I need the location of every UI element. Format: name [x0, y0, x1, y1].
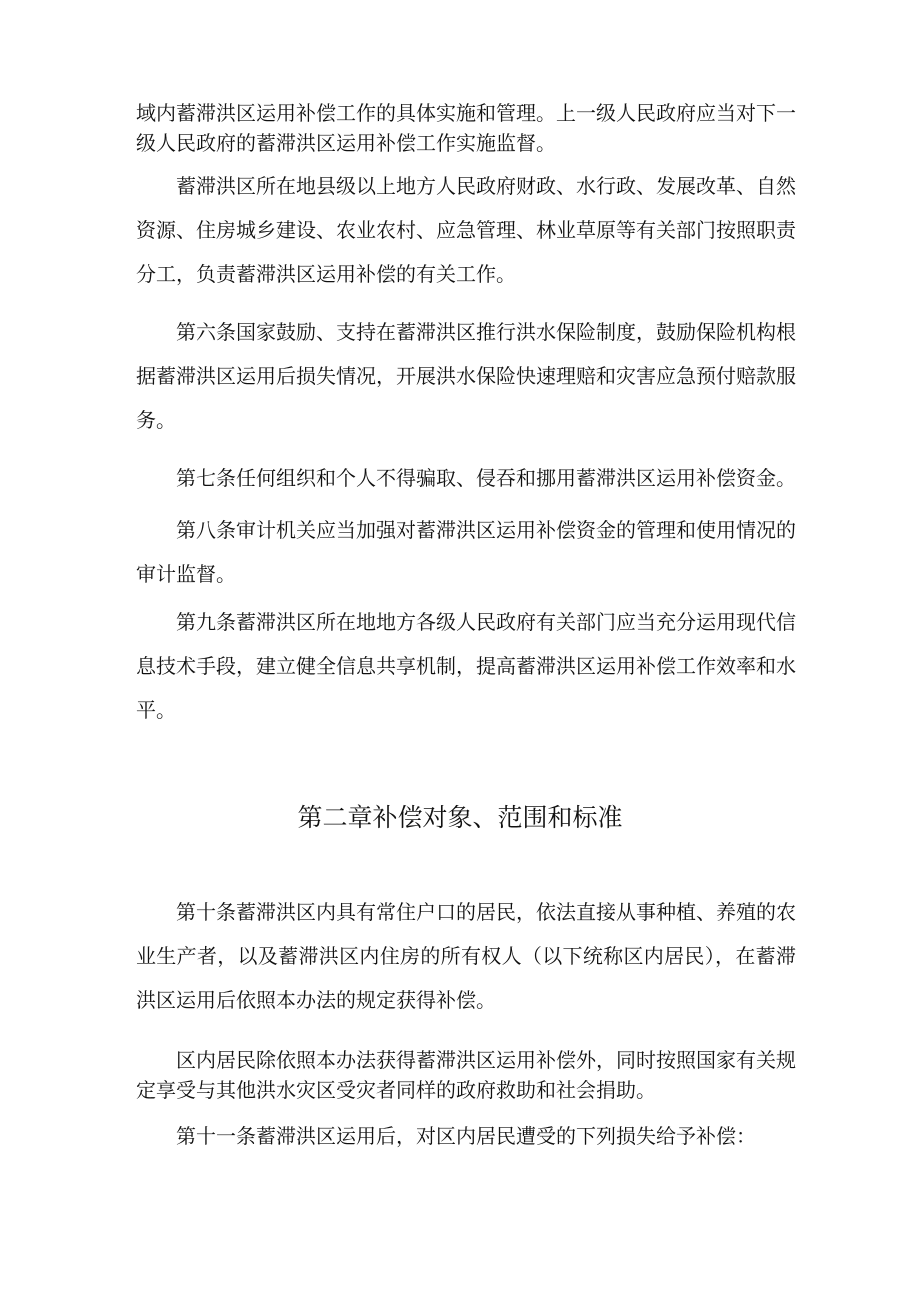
chapter-heading: 第二章补偿对象、范围和标准 [297, 803, 623, 832]
paragraph-article-7: 第七条任何组织和个人不得骗取、侵吞和挪用蓄滞洪区运用补偿资金。 [176, 466, 796, 490]
paragraph-article-10: 第十条蓄滞洪区内具有常住户口的居民，依法直接从事种植、养殖的农业生产者，以及蓄滞洪区内住房的所有权人（以下统称区内居民），在蓄滞洪区运用后依照本办法的规定获得补偿。 [136, 900, 796, 1012]
paragraph-article-8: 第八条审计机关应当加强对蓄滞洪区运用补偿资金的管理和使用情况的审计监督。 [136, 518, 796, 586]
paragraph-article-6: 第六条国家鼓励、支持在蓄滞洪区推行洪水保险制度，鼓励保险机构根据蓄滞洪区运用后损失情况，开展洪水保险快速理赔和灾害应急预付赔款服务。 [136, 320, 796, 432]
paragraph-department-duties: 蓄滞洪区所在地县级以上地方人民政府财政、水行政、发展改革、自然资源、住房城乡建设、农业农村、应急管理、林业草原等有关部门按照职责分工，负责蓄滞洪区运用补偿的有关工作。 [136, 174, 796, 286]
paragraph-article-9: 第九条蓄滞洪区所在地地方各级人民政府有关部门应当充分运用现代信息技术手段，建立健全信息共享机制，提高蓄滞洪区运用补偿工作效率和水平。 [136, 610, 796, 722]
paragraph-article-11: 第十一条蓄滞洪区运用后，对区内居民遭受的下列损失给予补偿： [176, 1124, 756, 1148]
paragraph-implementation-supervision: 域内蓄滞洪区运用补偿工作的具体实施和管理。上一级人民政府应当对下一级人民政府的蓄滞洪区运用补偿工作实施监督。 [136, 101, 796, 155]
paragraph-relief-and-donations: 区内居民除依照本办法获得蓄滞洪区运用补偿外，同时按照国家有关规定享受与其他洪水灾区受灾者同样的政府救助和社会捐助。 [136, 1048, 796, 1102]
